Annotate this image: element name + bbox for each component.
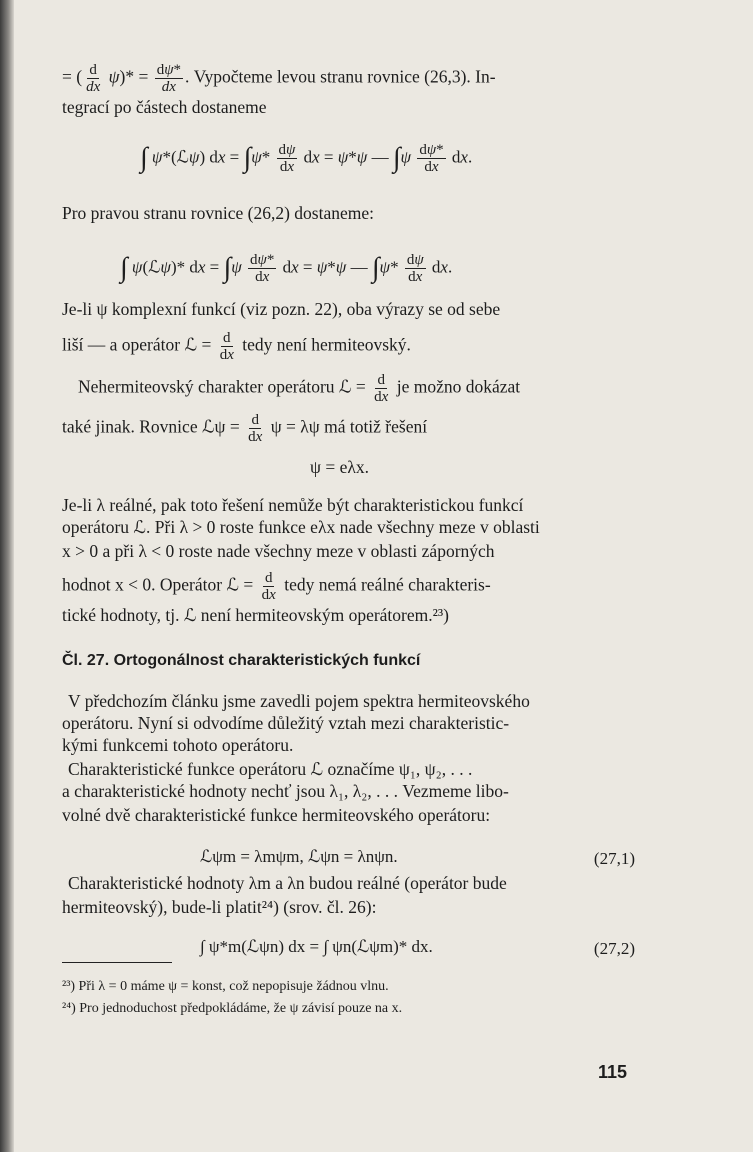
para-line-2: operátoru. Nyní si odvodíme důležitý vztah mezi charakteristic- xyxy=(62,713,510,733)
equation-integral-2: ∫ ψ(ℒψ)* dx = ∫ψ $\frac{d\psi*}{dx}$ dx = ψ*ψ — ∫ψ* $\frac{d\psi}{dx}$ dx. xyxy=(120,252,453,285)
equation-integral-1: ∫ ψ*(ℒψ) dx = ∫ψ* $\frac{d\psi}{dx}$ dx = ψ*ψ — ∫ψ $\frac{d\psi*}{dx}$ dx. xyxy=(140,142,473,175)
line-11: x > 0 a při λ < 0 roste nade všechny meze v oblasti záporných xyxy=(62,541,495,561)
page-number: 115 xyxy=(598,1062,628,1082)
equation-27-2: ∫ ψ*m(ℒψn) dx = ∫ ψn(ℒψm)* dx. xyxy=(200,937,433,956)
para-line-1: V předchozím článku jsme zavedli pojem spektra hermiteovského xyxy=(68,691,530,711)
footnote-24: ²⁴) Pro jednoduchost předpokládáme, že ψ závisí pouze na x. xyxy=(62,1001,403,1016)
line-4: Je-li ψ komplexní funkcí (viz pozn. 22), oba výrazy se od sebe xyxy=(62,299,501,319)
para-line-6: volné dvě charakteristické funkce hermiteovského operátoru: xyxy=(62,805,491,825)
line-10: operátoru ℒ. Při λ > 0 roste funkce eλx nade všechny meze v oblasti xyxy=(62,517,540,537)
equation-27-1: ℒψm = λmψm, ℒψn = λnψn. xyxy=(200,847,398,866)
section-heading: Čl. 27. Ortogonálnost charakteristických funkcí xyxy=(62,652,421,669)
equation-number-27-1: (27,1) xyxy=(593,849,635,868)
line-7: také jinak. Rovnice ℒψ = $\frac{d}{dx}$ ψ = λψ má totiž řešení xyxy=(62,412,428,445)
line-13: tické hodnoty, tj. ℒ není hermiteovským operátorem.²³) xyxy=(62,605,449,625)
para-line-4: Charakteristické funkce operátoru ℒ označíme ψ₁, ψ₂, . . . xyxy=(68,759,473,779)
line-1: = ( $\frac{d}{dx}$ ψ)* = $\frac{d\psi*}{dx}$ . Vypočteme levou stranu rovnice (26,3). In- xyxy=(62,62,496,95)
book-binding-shadow xyxy=(0,0,14,1152)
para-line-8: hermiteovský), bude-li platit²⁴) (srov. čl. 26): xyxy=(62,897,377,917)
para-line-5: a charakteristické hodnoty nechť jsou λ₁, λ₂, . . . Vezmeme libo- xyxy=(62,781,509,801)
para-line-7: Charakteristické hodnoty λm a λn budou reálné (operátor bude xyxy=(68,873,507,893)
footnote-rule xyxy=(62,962,172,963)
line-9: Je-li λ reálné, pak toto řešení nemůže být charakteristickou funkcí xyxy=(62,495,524,515)
line-2: tegrací po částech dostaneme xyxy=(62,97,267,117)
para-line-3: kými funkcemi tohoto operátoru. xyxy=(62,735,294,755)
line-5: liší — a operátor ℒ = $\frac{d}{dx}$ tedy není hermiteovský. xyxy=(62,330,411,363)
equation-number-27-2: (27,2) xyxy=(593,939,635,958)
line-3: Pro pravou stranu rovnice (26,2) dostaneme: xyxy=(62,203,375,223)
footnote-23: ²³) Při λ = 0 máme ψ = konst, což nepopisuje žádnou vlnu. xyxy=(62,979,389,994)
line-6: Nehermiteovský charakter operátoru ℒ = $\frac{d}{dx}$ je možno dokázat xyxy=(78,372,521,405)
line-12: hodnot x < 0. Operátor ℒ = $\frac{d}{dx}$ tedy nemá reálné charakteris- xyxy=(62,570,491,603)
line-8-solution: ψ = eλx. xyxy=(310,457,369,477)
